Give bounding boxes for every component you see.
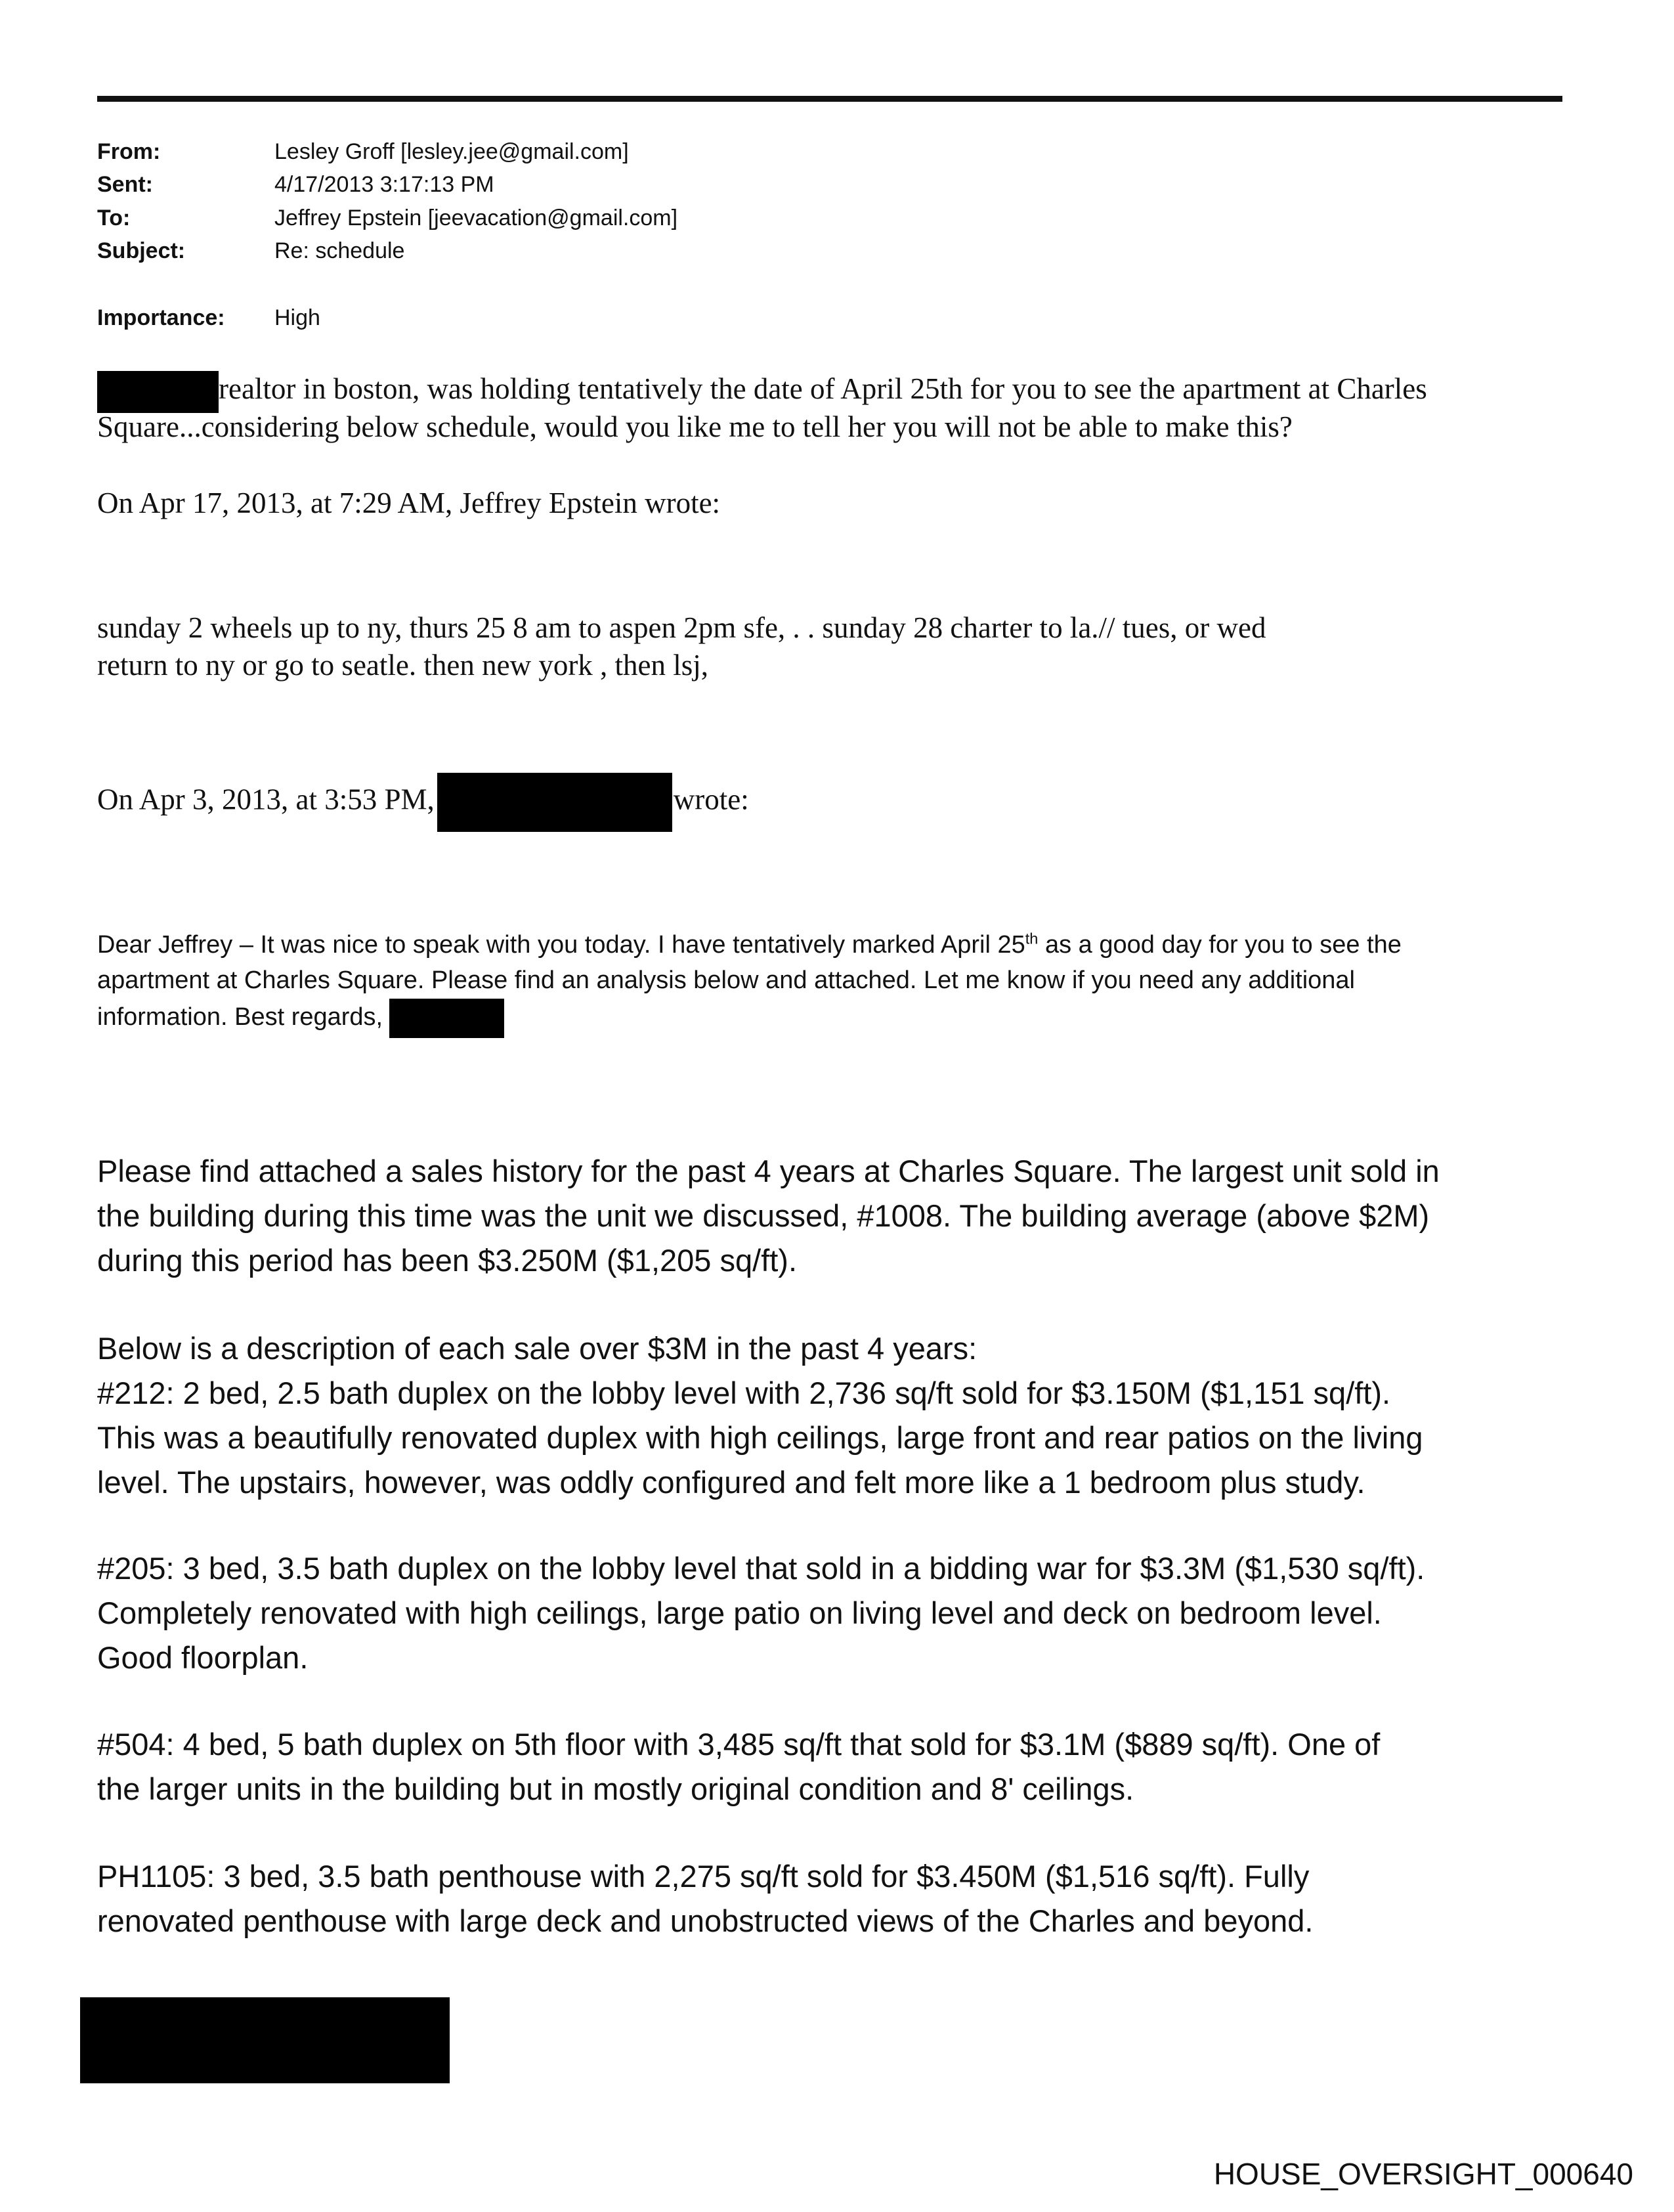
quote2-header xyxy=(97,773,749,832)
to-label: To: xyxy=(97,206,131,230)
reply-line-1-text: realtor in boston, was holding tentatively the date of April 25th for you to see the apartment at Charles xyxy=(219,372,1427,405)
sent-row xyxy=(97,168,494,201)
redaction-box xyxy=(389,999,504,1038)
to-value: Jeffrey Epstein [jeevacation@gmail.com] xyxy=(274,206,678,230)
analysis-p1-line: the building during this time was the unit we discussed, #1008. The building average (above $2M) xyxy=(97,1198,1430,1233)
dear-line-1 xyxy=(97,927,1402,963)
reply-line-2: Square...considering below schedule, would you like me to tell her you will not be able to make this? xyxy=(97,410,1293,443)
redaction-box xyxy=(437,773,672,832)
quote1-line-1: sunday 2 wheels up to ny, thurs 25 8 am to aspen 2pm sfe, . . sunday 28 charter to la.// tues, or wed xyxy=(97,611,1266,644)
from-label: From: xyxy=(97,139,161,164)
analysis-p4-line: the larger units in the building but in mostly original condition and 8' ceilings. xyxy=(97,1771,1134,1806)
quote2-header-suffix: wrote: xyxy=(673,783,749,816)
dear-line-1-suffix: as a good day for you to see the xyxy=(1038,931,1402,959)
importance-row xyxy=(97,301,320,334)
analysis-p3-line: Good floorplan. xyxy=(97,1640,309,1675)
analysis-p1-line: Please find attached a sales history for the past 4 years at Charles Square. The largest unit sold in xyxy=(97,1154,1440,1188)
dear-line-1-prefix: Dear Jeffrey – It was nice to speak with you today. I have tentatively marked April 25 xyxy=(97,931,1025,959)
dear-line-3-text: information. Best regards, xyxy=(97,1003,383,1031)
analysis-p2-line: level. The upstairs, however, was oddly configured and felt more like a 1 bedroom plus study. xyxy=(97,1465,1365,1500)
analysis-p5-line: PH1105: 3 bed, 3.5 bath penthouse with 2,275 sq/ft sold for $3.450M ($1,516 sq/ft). Fully xyxy=(97,1859,1310,1894)
subject-label: Subject: xyxy=(97,238,186,263)
subject-value: Re: schedule xyxy=(274,238,405,263)
analysis-p3-line: Completely renovated with high ceilings, large patio on living level and deck on bedroom level. xyxy=(97,1595,1382,1630)
bates-number: HOUSE_OVERSIGHT_000640 xyxy=(1213,2157,1633,2191)
from-value: Lesley Groff [lesley.jee@gmail.com] xyxy=(274,139,629,164)
dear-line-1-sup: th xyxy=(1025,930,1039,947)
reply-line-1 xyxy=(97,370,1427,413)
sent-value: 4/17/2013 3:17:13 PM xyxy=(274,172,494,197)
analysis-p4-line: #504: 4 bed, 5 bath duplex on 5th floor with 3,485 sq/ft that sold for $3.1M ($889 sq/ft). One of xyxy=(97,1727,1381,1762)
sent-label: Sent: xyxy=(97,172,153,197)
quote1-header: On Apr 17, 2013, at 7:29 AM, Jeffrey Epstein wrote: xyxy=(97,487,721,519)
analysis-p2-line: This was a beautifully renovated duplex with high ceilings, large front and rear patios on the living xyxy=(97,1420,1423,1455)
importance-value: High xyxy=(274,305,320,330)
analysis-p1-line: during this period has been $3.250M ($1,205 sq/ft). xyxy=(97,1243,798,1278)
importance-label: Importance: xyxy=(97,305,225,330)
dear-line-2: apartment at Charles Square. Please find an analysis below and attached. Let me know if you need any additional xyxy=(97,966,1355,994)
analysis-p2-line: Below is a description of each sale over $3M in the past 4 years: xyxy=(97,1331,977,1366)
subject-row xyxy=(97,234,404,267)
redaction-box xyxy=(97,371,219,413)
to-row xyxy=(97,202,677,234)
quote1-line-2: return to ny or go to seatle. then new york , then lsj, xyxy=(97,649,709,682)
analysis-p5-line: renovated penthouse with large deck and unobstructed views of the Charles and beyond. xyxy=(97,1903,1314,1938)
from-row xyxy=(97,135,629,168)
dear-line-3 xyxy=(97,999,504,1038)
signature-redaction xyxy=(80,1997,450,2083)
analysis-p3-line: #205: 3 bed, 3.5 bath duplex on the lobby level that sold in a bidding war for $3.3M ($1,530 sq/ft). xyxy=(97,1551,1425,1586)
quote2-header-prefix: On Apr 3, 2013, at 3:53 PM, xyxy=(97,783,435,816)
analysis-p2-line: #212: 2 bed, 2.5 bath duplex on the lobby level with 2,736 sq/ft sold for $3.150M ($1,151 sq/ft). xyxy=(97,1376,1391,1410)
header-rule xyxy=(97,96,1562,102)
